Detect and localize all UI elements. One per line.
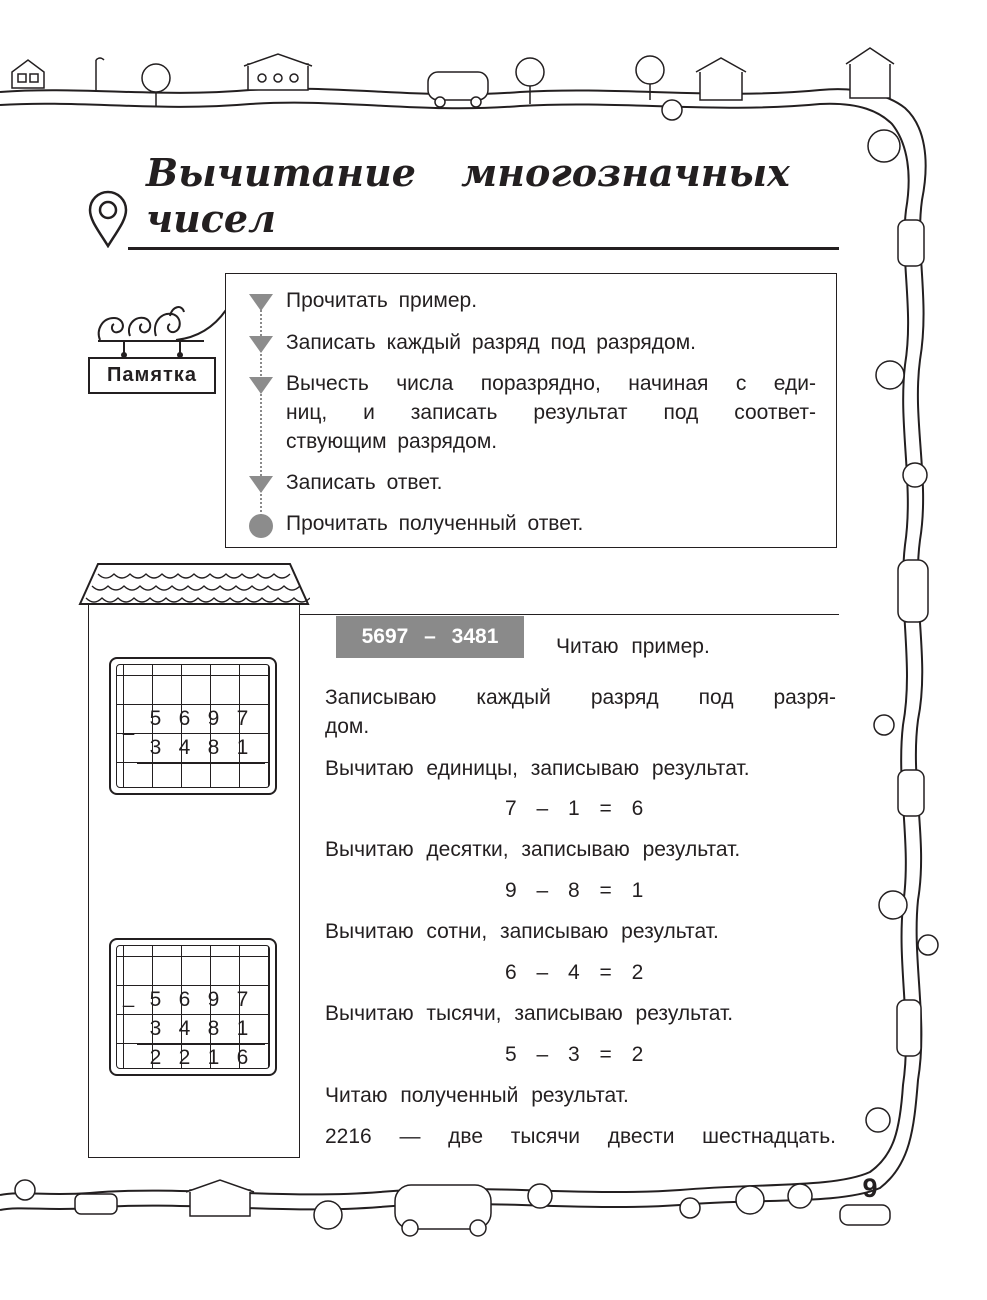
result-digit: 1 <box>207 1046 220 1069</box>
result-digit: 6 <box>236 1046 249 1069</box>
memo-box <box>225 273 837 548</box>
memo-dotted-connector <box>260 298 262 528</box>
digit: 9 <box>207 988 220 1011</box>
title-line-1: Вычитание многозначных <box>146 150 790 195</box>
write-digits-text-line-1: Записываю каждый разряд под разря- <box>325 686 836 709</box>
subtract-hundreds-text: Вычитаю сотни, записываю результат. <box>325 920 719 943</box>
subtract-tens-text: Вычитаю десятки, записываю результат. <box>325 838 741 861</box>
grid-paper <box>116 945 270 1069</box>
result-in-words: 2216 — две тысячи двести шестнадцать. <box>325 1125 836 1148</box>
minus-sign: _ <box>123 714 135 736</box>
digit: 9 <box>207 707 220 730</box>
thousands-calculation: 5 – 3 = 2 <box>505 1043 644 1066</box>
step-marker-icon <box>249 476 273 493</box>
digit: 6 <box>178 988 191 1011</box>
section-separator <box>300 614 839 615</box>
tens-calculation: 9 – 8 = 1 <box>505 879 644 902</box>
digit: 1 <box>236 736 249 759</box>
memo-step-3-line-1: Вычесть числа поразрядно, начиная с еди- <box>286 372 816 395</box>
memo-step-4: Записать ответ. <box>286 471 443 494</box>
digit: 8 <box>207 1017 220 1040</box>
memo-label: Памятка <box>88 357 216 394</box>
digit: 5 <box>149 988 162 1011</box>
digit: 6 <box>178 707 191 730</box>
title-underline <box>128 247 839 250</box>
digit: 7 <box>236 988 249 1011</box>
hundreds-calculation: 6 – 4 = 2 <box>505 961 644 984</box>
digit: 5 <box>149 707 162 730</box>
subtract-units-text: Вычитаю единицы, записываю результат. <box>325 757 750 780</box>
location-pin-icon <box>88 190 128 248</box>
memo-step-5: Прочитать полученный ответ. <box>286 512 584 535</box>
step-marker-icon <box>249 377 273 394</box>
digit: 8 <box>207 736 220 759</box>
subtract-thousands-text: Вычитаю тысячи, записываю результат. <box>325 1002 734 1025</box>
minus-sign: _ <box>123 986 135 1008</box>
column-subtraction-board-1 <box>109 657 277 795</box>
digit: 4 <box>178 1017 191 1040</box>
roof-illustration <box>78 560 310 606</box>
result-digit: 2 <box>178 1046 191 1069</box>
memo-step-3-line-3: ствующим разрядом. <box>286 430 498 453</box>
title-line-2: чисел <box>146 196 276 241</box>
digit: 1 <box>236 1017 249 1040</box>
read-example-text: Читаю пример. <box>556 635 710 658</box>
grid-paper <box>116 664 270 788</box>
memo-step-2: Записать каждый разряд под разрядом. <box>286 331 696 354</box>
column-subtraction-board-2 <box>109 938 277 1076</box>
memo-step-1: Прочитать пример. <box>286 289 478 312</box>
digit: 7 <box>236 707 249 730</box>
page-number: 9 <box>862 1173 878 1203</box>
step-marker-icon <box>249 294 273 311</box>
memo-step-3-line-2: ниц, и записать результат под соответ- <box>286 401 816 424</box>
final-step-marker-icon <box>249 514 273 538</box>
result-digit: 2 <box>149 1046 162 1069</box>
write-digits-text-line-2: дом. <box>325 715 370 738</box>
sign-ornament-icon <box>94 296 229 360</box>
step-marker-icon <box>249 336 273 353</box>
digit: 4 <box>178 736 191 759</box>
sum-line <box>137 762 265 764</box>
units-calculation: 7 – 1 = 6 <box>505 797 644 820</box>
example-expression: 5697 – 3481 <box>336 616 524 658</box>
digit: 3 <box>149 736 162 759</box>
digit: 3 <box>149 1017 162 1040</box>
page-title <box>146 150 836 242</box>
read-result-text: Читаю полученный результат. <box>325 1084 629 1107</box>
